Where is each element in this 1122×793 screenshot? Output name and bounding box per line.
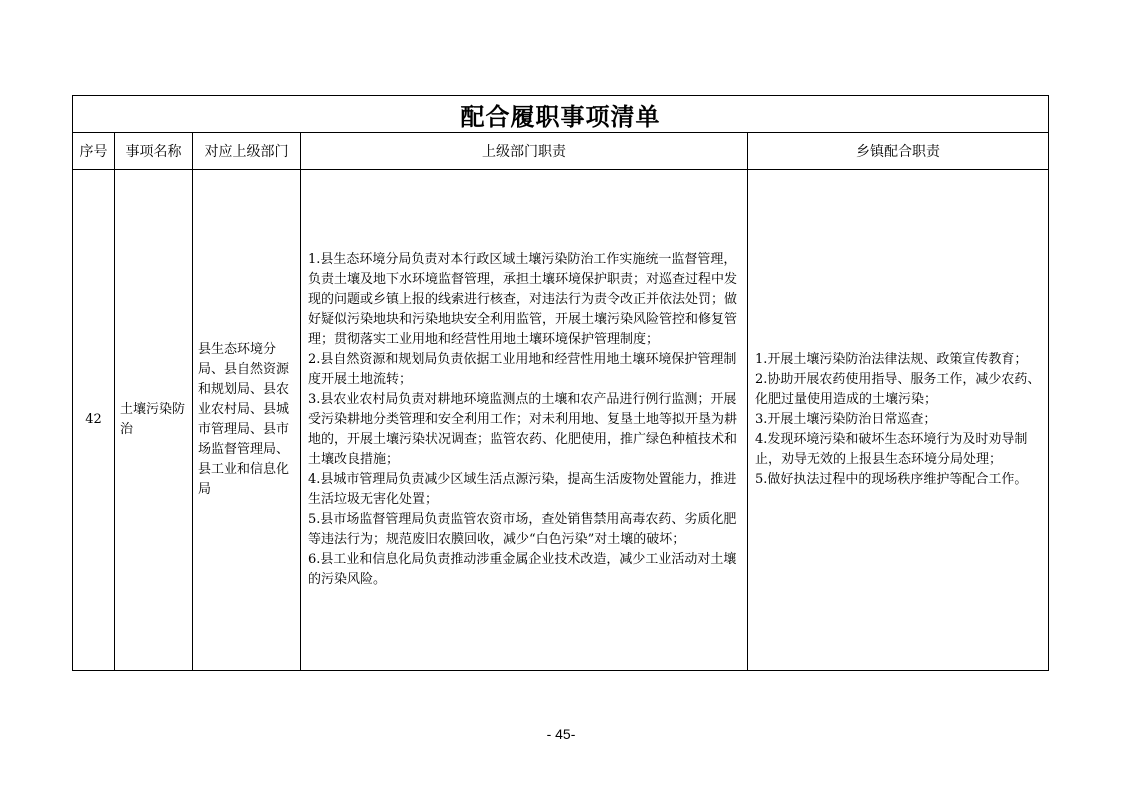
duty-item: 3.县农业农村局负责对耕地环境监测点的土壤和农产品进行例行监测；开展受污染耕地分类管理和安全利用工作；对未利用地、复垦土地等拟开垦为耕地的，开展土壤污染状况调查；监管农药、化肥使用，推广绿色种植技术和土壤改良措施； [308,392,738,467]
item-name-text: 土壤污染防治 [120,402,186,437]
item-name [115,170,193,671]
superior-departments [193,170,301,671]
superior-departments-text: 县生态环境分局、县自然资源和规划局、县农业农村局、县城市管理局、县市场监督管理局、县工业和信息化局 [198,342,290,497]
duty-item: 6.县工业和信息化局负责推动涉重金属企业技术改造，减少工业活动对土壤的污染风险。 [308,552,737,587]
duty-table [72,95,1049,671]
header-duty: 上级部门职责 [301,133,748,170]
duty-item: 4.县城市管理局负责减少区域生活点源污染，提高生活废物处置能力，推进生活垃圾无害化处置； [308,472,737,507]
row-number: 42 [73,170,115,671]
table-row [73,170,1049,671]
header-row [73,133,1049,170]
document-sheet [72,95,1048,671]
header-no: 序号 [73,133,115,170]
town-duty-item: 4.发现环境污染和破坏生态环境行为及时劝导制止，劝导无效的上报县生态环境分局处理； [755,432,1028,467]
town-duty-item: 5.做好执法过程中的现场秩序维护等配合工作。 [755,472,1028,487]
duty-item: 2.县自然资源和规划局负责依据工业用地和经营性用地土壤环境保护管理制度开展土地流转； [308,352,737,387]
town-duty-item: 2.协助开展农药使用指导、服务工作，减少农药、化肥过量使用造成的土壤污染； [755,372,1041,407]
town-duty-item: 3.开展土壤污染防治日常巡查； [755,412,937,427]
town-duty-item: 1.开展土壤污染防治法律法规、政策宣传教育； [755,352,1028,367]
table-title: 配合履职事项清单 [73,96,1049,133]
page-number: - 45- [546,726,576,742]
header-name: 事项名称 [115,133,193,170]
town-duties [748,170,1049,671]
header-dept: 对应上级部门 [193,133,301,170]
header-town: 乡镇配合职责 [748,133,1049,170]
duty-item: 5.县市场监督管理局负责监管农资市场，查处销售禁用高毒农药、劣质化肥等违法行为；规范废旧农膜回收，减少“白色污染”对土壤的破坏； [308,512,737,547]
duty-item: 1.县生态环境分局负责对本行政区域土壤污染防治工作实施统一监督管理，负责土壤及地下水环境监督管理，承担土壤环境保护职责；对巡查过程中发现的问题或乡镇上报的线索进行核查，对违法行为责令改正并依法处罚；做好疑似污染地块和污染地块安全利用监管，开展土壤污染风险管控和修复管理；贯彻落实工业用地和经营性用地土壤环境保护管理制度； [308,252,738,347]
superior-duties [301,170,748,671]
